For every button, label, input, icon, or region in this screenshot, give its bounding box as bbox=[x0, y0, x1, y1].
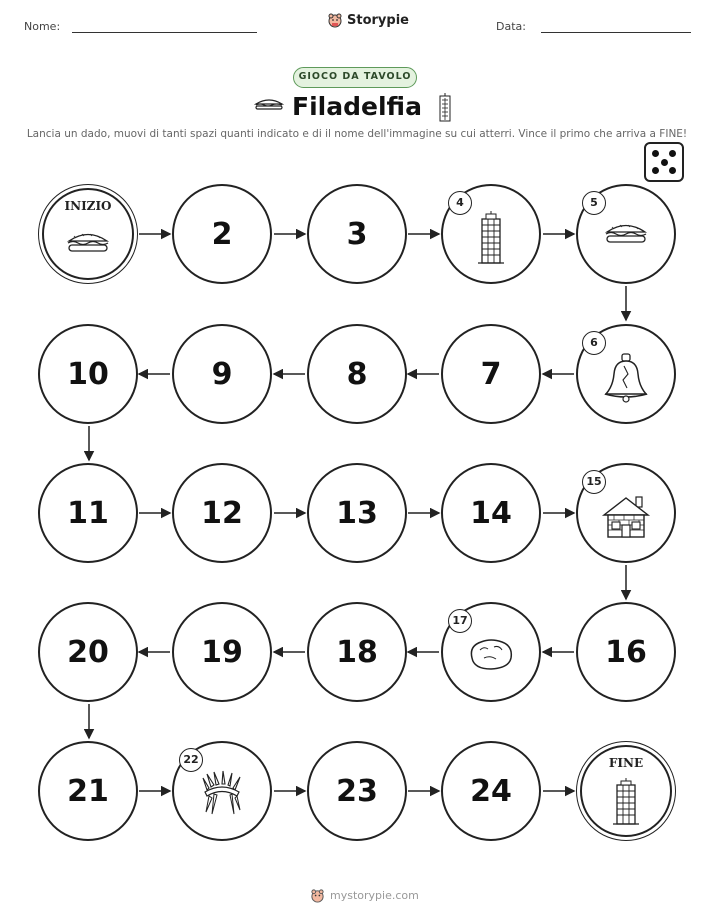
space-9 bbox=[172, 324, 272, 424]
space-number: 18 bbox=[336, 634, 378, 670]
headdress-icon bbox=[201, 770, 243, 816]
sandwich-icon bbox=[66, 231, 110, 255]
space-number: 2 bbox=[211, 216, 233, 252]
footer bbox=[310, 888, 419, 903]
space-number: 8 bbox=[346, 356, 368, 392]
space-23 bbox=[307, 741, 407, 841]
space-badge: 6 bbox=[582, 331, 606, 355]
space-number: 16 bbox=[605, 634, 647, 670]
space-8 bbox=[307, 324, 407, 424]
space-number: 10 bbox=[67, 356, 109, 392]
space-finish bbox=[576, 741, 676, 841]
skyscraper-icon bbox=[613, 778, 639, 826]
space-18 bbox=[307, 602, 407, 702]
space-badge: 4 bbox=[448, 191, 472, 215]
page-title: Filadelfia bbox=[292, 92, 422, 121]
space-number: 12 bbox=[201, 495, 243, 531]
space-number: 24 bbox=[470, 773, 512, 809]
space-11 bbox=[38, 463, 138, 563]
space-21 bbox=[38, 741, 138, 841]
space-number: 13 bbox=[336, 495, 378, 531]
space-16 bbox=[576, 602, 676, 702]
space-3 bbox=[307, 184, 407, 284]
space-badge: 15 bbox=[582, 470, 606, 494]
space-19 bbox=[172, 602, 272, 702]
space-badge: 17 bbox=[448, 609, 472, 633]
space-number: 20 bbox=[67, 634, 109, 670]
space-number: 7 bbox=[480, 356, 502, 392]
space-7 bbox=[441, 324, 541, 424]
space-badge: 5 bbox=[582, 191, 606, 215]
space-number: 9 bbox=[211, 356, 233, 392]
space-number: 3 bbox=[346, 216, 368, 252]
space-number: 14 bbox=[470, 495, 512, 531]
space-24 bbox=[441, 741, 541, 841]
space-10 bbox=[38, 324, 138, 424]
footer-url[interactable]: mystorypie.com bbox=[330, 889, 419, 902]
category-badge: GIOCO DA TAVOLO bbox=[293, 67, 417, 88]
brick-house-icon bbox=[601, 495, 651, 539]
date-label: Data: bbox=[496, 20, 526, 33]
space-badge: 22 bbox=[179, 748, 203, 772]
sandwich-icon bbox=[604, 222, 648, 246]
space-number: 11 bbox=[67, 495, 109, 531]
instructions: Lancia un dado, muovi di tanti spazi quanti indicato e di il nome dell'immagine su cui atterri. Vince il primo che arriva a FINE! bbox=[26, 128, 688, 140]
space-start bbox=[38, 184, 138, 284]
pretzel-icon bbox=[466, 636, 516, 672]
name-label: Nome: bbox=[24, 20, 61, 33]
finish-label: FINE bbox=[608, 756, 644, 770]
space-20 bbox=[38, 602, 138, 702]
space-13 bbox=[307, 463, 407, 563]
space-14 bbox=[441, 463, 541, 563]
storypie-mascot-icon bbox=[310, 888, 325, 903]
space-number: 19 bbox=[201, 634, 243, 670]
space-2 bbox=[172, 184, 272, 284]
brand-name: Storypie bbox=[347, 12, 409, 28]
liberty-bell-icon bbox=[602, 352, 650, 406]
space-number: 21 bbox=[67, 773, 109, 809]
space-12 bbox=[172, 463, 272, 563]
skyscraper-icon bbox=[477, 211, 505, 265]
start-label: INIZIO bbox=[64, 199, 112, 213]
space-number: 23 bbox=[336, 773, 378, 809]
